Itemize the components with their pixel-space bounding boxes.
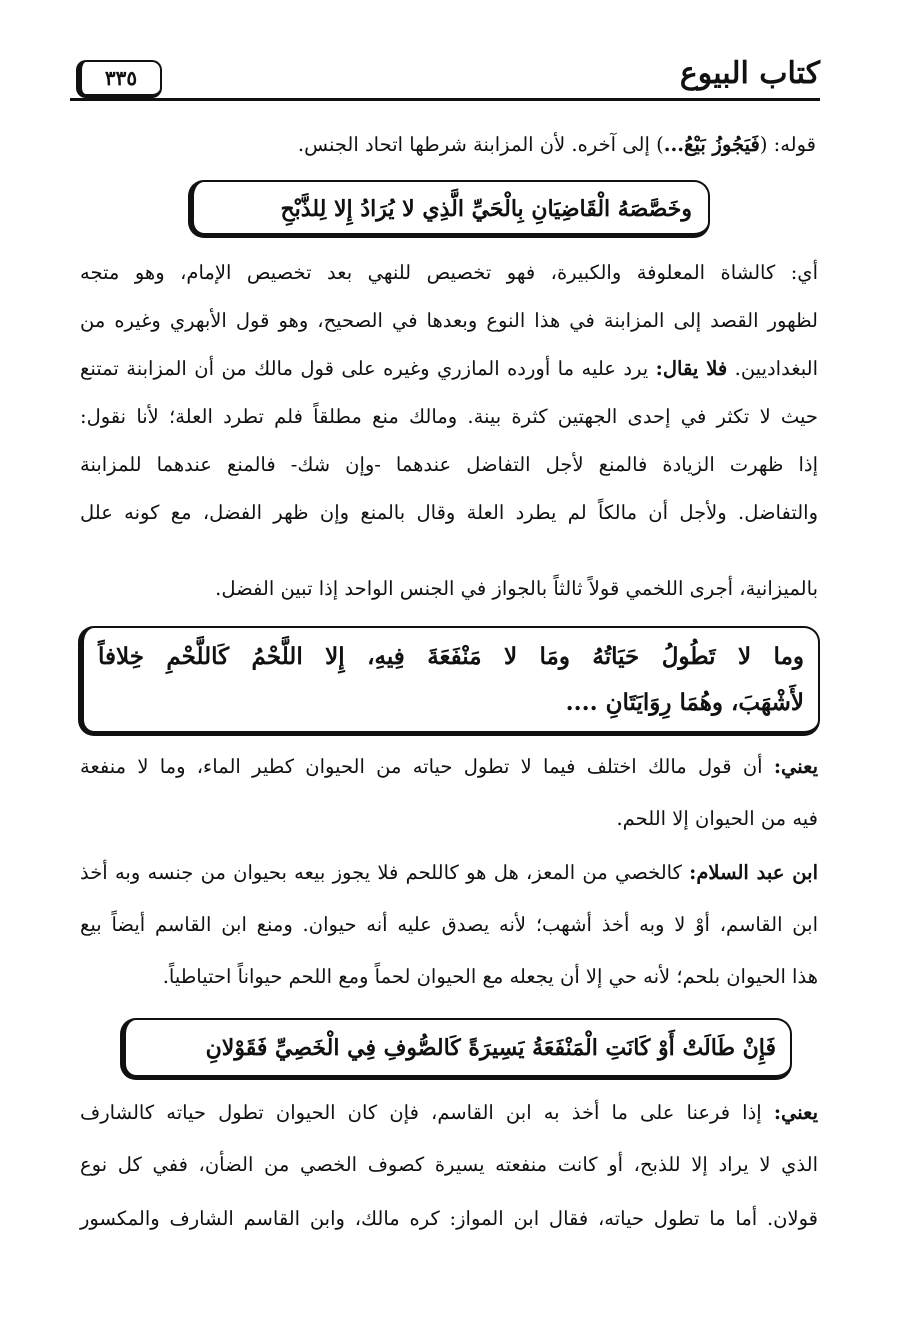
intro-suffix: ) إلى آخره. لأن المزابنة شرطها اتحاد الجنس. bbox=[297, 133, 664, 156]
para-1-line-3-rest: يرد عليه ما أورده المازري وغيره على قول مالك من أن المزابنة تمتنع bbox=[80, 357, 656, 380]
para-3-line-1 bbox=[80, 858, 818, 888]
matn-2-line-1: وما لا تَطُولُ حَيَاتُهُ ومَا لا مَنْفَعَةَ فِيهِ، إِلا اللَّحْمُ كَاللَّحْمِ خِلافاً bbox=[98, 643, 804, 670]
para-3-line-1-rest: كالخصي من المعز، هل هو كاللحم فلا يجوز بيعه بحيوان من جنسه وبه أخذ bbox=[80, 861, 690, 884]
book-title: كتاب البيوع bbox=[679, 56, 820, 91]
para-4-line-1-rest: إذا فرعنا على ما أخذ به ابن القاسم، فإن كان الحيوان تطول حياته كالشارف bbox=[80, 1101, 774, 1124]
para-4-line-3: قولان. أما ما تطول حياته، فقال ابن المواز: كره مالك، وابن القاسم الشارف والمكسور bbox=[80, 1207, 818, 1230]
para-1-line-1: أي: كالشاة المعلوفة والكبيرة، فهو تخصيص للنهي بعد تخصيص الإمام، وهو متجه bbox=[80, 261, 818, 284]
para-1-line-5: إذا ظهرت الزيادة فالمنع لأجل التفاضل عندهما -وإن شك- فالمنع عندهما للمزابنة bbox=[80, 453, 818, 476]
matn-2-line-2: لأَشْهَبَ، وهُمَا رِوَايَتَانِ .... bbox=[565, 689, 804, 716]
para-1-line-4: حيث لا تكثر في إحدى الجهتين كثرة بينة. ومالك منع مطلقاً فلم تطرد العلة؛ لأنا نقول: bbox=[80, 405, 818, 428]
intro-prefix: قوله: ( bbox=[759, 133, 816, 156]
para-1-line-3-start: البغداديين. bbox=[727, 357, 818, 380]
para-1-line-6: والتفاضل. ولأجل أن مالكاً لم يطرد العلة وقال بالمنع وإن ظهر الفضل، مع كونه علل bbox=[80, 501, 818, 524]
para-2-line-1 bbox=[80, 752, 818, 782]
para-2-line-2: فيه من الحيوان إلا اللحم. bbox=[616, 807, 818, 830]
matn-3-text: فَإِنْ طَالَتْ أَوْ كَانَتِ الْمَنْفَعَةُ يَسِيرَةً كَالصُّوفِ فِي الْخَصِيِّ فَقَوْلانِ bbox=[205, 1035, 776, 1061]
matn-box-1 bbox=[188, 180, 710, 238]
header-rule bbox=[70, 98, 820, 101]
para-4-label: يعني: bbox=[773, 1101, 818, 1124]
intro-keyword: فَيَجُوزُ بَيْعُ... bbox=[663, 133, 760, 156]
para-2-label: يعني: bbox=[773, 755, 818, 778]
matn-box-2 bbox=[78, 626, 820, 736]
para-1-line-7: بالميزانية، أجرى اللخمي قولاً ثالثاً بالجواز في الجنس الواحد إذا تبين الفضل. bbox=[215, 577, 818, 600]
para-3-label: ابن عبد السلام: bbox=[689, 861, 818, 884]
intro-line bbox=[96, 130, 816, 160]
para-2-line-1-rest: أن قول مالك اختلف فيما لا تطول حياته من الحيوان كطير الماء، وما لا منفعة bbox=[80, 755, 774, 778]
para-1-label: فلا يقال: bbox=[655, 357, 728, 380]
matn-box-3 bbox=[120, 1018, 792, 1080]
para-1-line-2: لظهور القصد إلى المزابنة في هذا النوع وبعدها في الصحيح، وهو قول الأبهري وغيره من bbox=[80, 309, 818, 332]
matn-1-text: وخَصَّصَهُ الْقَاضِيَانِ بِالْحَيِّ الَّذِي لا يُرَادُ إِلا لِلذَّبْحِ bbox=[280, 196, 692, 222]
para-3-line-2: ابن القاسم، أوْ لا وبه أخذ أشهب؛ لأنه يصدق عليه أنه حيوان. ومنع ابن القاسم أيضاً بيع bbox=[80, 913, 818, 936]
para-1-line-3 bbox=[80, 354, 818, 384]
para-4-line-1 bbox=[80, 1098, 818, 1128]
para-3-line-3: هذا الحيوان بلحم؛ لأنه حي إلا أن يجعله مع الحيوان لحماً ومع اللحم حيواناً احتياطياً. bbox=[162, 965, 818, 988]
page-header bbox=[70, 50, 820, 102]
para-4-line-2: الذي لا يراد إلا للذبح، أو كانت منفعته يسيرة كصوف الخصي من الضأن، ففي كل نوع bbox=[80, 1153, 818, 1176]
page-number: ٣٣٥ bbox=[76, 60, 162, 98]
